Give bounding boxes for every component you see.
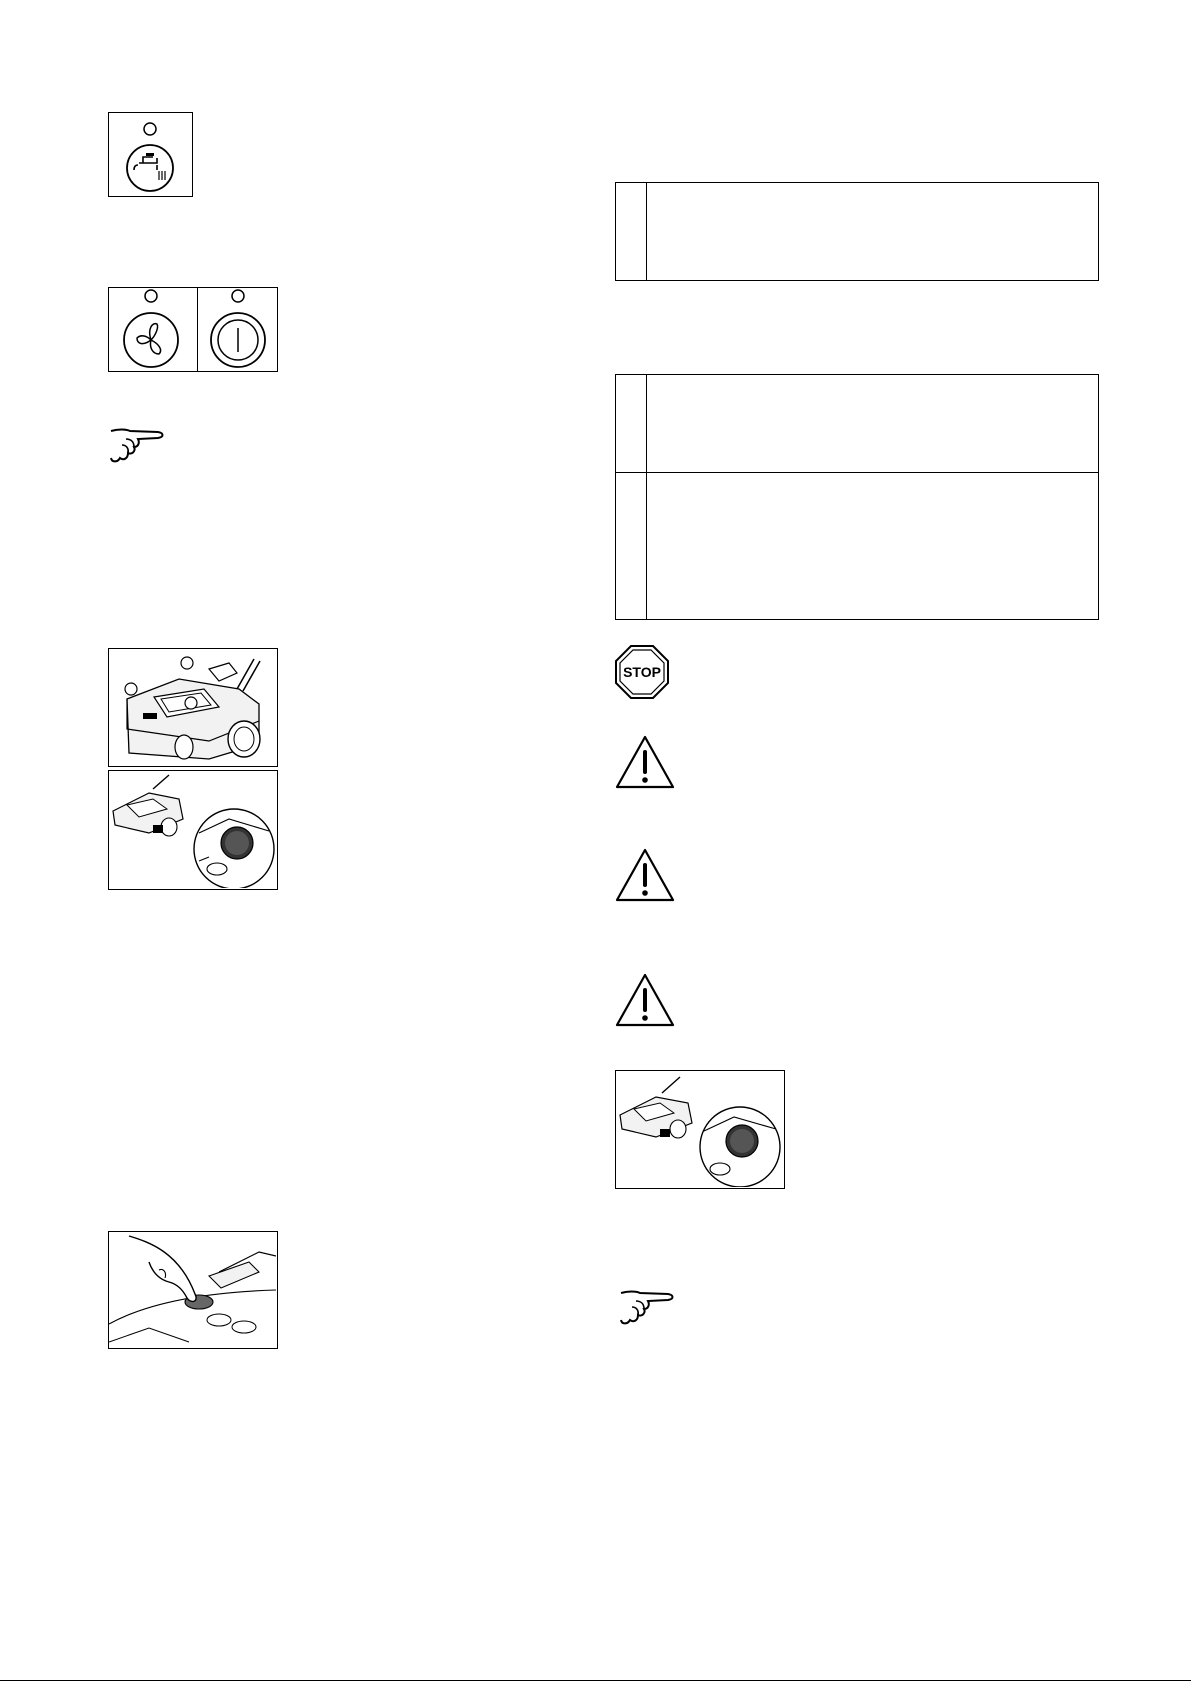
hand-press-illustration xyxy=(109,1232,276,1347)
pointing-hand-icon xyxy=(618,1287,678,1329)
warning-triangle-icon xyxy=(614,972,676,1028)
warning-triangle-icon xyxy=(614,734,676,790)
machine-knob-detail-figure xyxy=(108,770,278,890)
power-button-icon xyxy=(197,288,279,370)
warning-triangle-icon xyxy=(614,847,676,903)
tank-cap-knob-illustration xyxy=(109,771,276,888)
info-table-1 xyxy=(615,182,1099,281)
page-footer-rule xyxy=(0,1680,1191,1681)
scrubber-machine-illustration xyxy=(109,649,276,765)
water-tap-icon xyxy=(109,113,191,195)
table-2-label-column xyxy=(646,375,647,619)
stop-sign-label: STOP xyxy=(623,664,661,680)
info-table-2 xyxy=(615,374,1099,620)
fan-and-power-symbol-box xyxy=(108,287,278,372)
hand-pressing-button-figure xyxy=(108,1231,278,1349)
tank-cap-knob-illustration-2 xyxy=(616,1071,783,1187)
water-tap-symbol-box xyxy=(108,112,193,197)
stop-sign-icon xyxy=(614,644,670,700)
right-machine-knob-figure xyxy=(615,1070,785,1189)
table-1-label-column xyxy=(646,183,647,280)
machine-overview-figure xyxy=(108,648,278,767)
pointing-hand-icon xyxy=(108,425,168,467)
fan-icon xyxy=(109,288,195,370)
table-2-row-divider xyxy=(616,472,1098,473)
